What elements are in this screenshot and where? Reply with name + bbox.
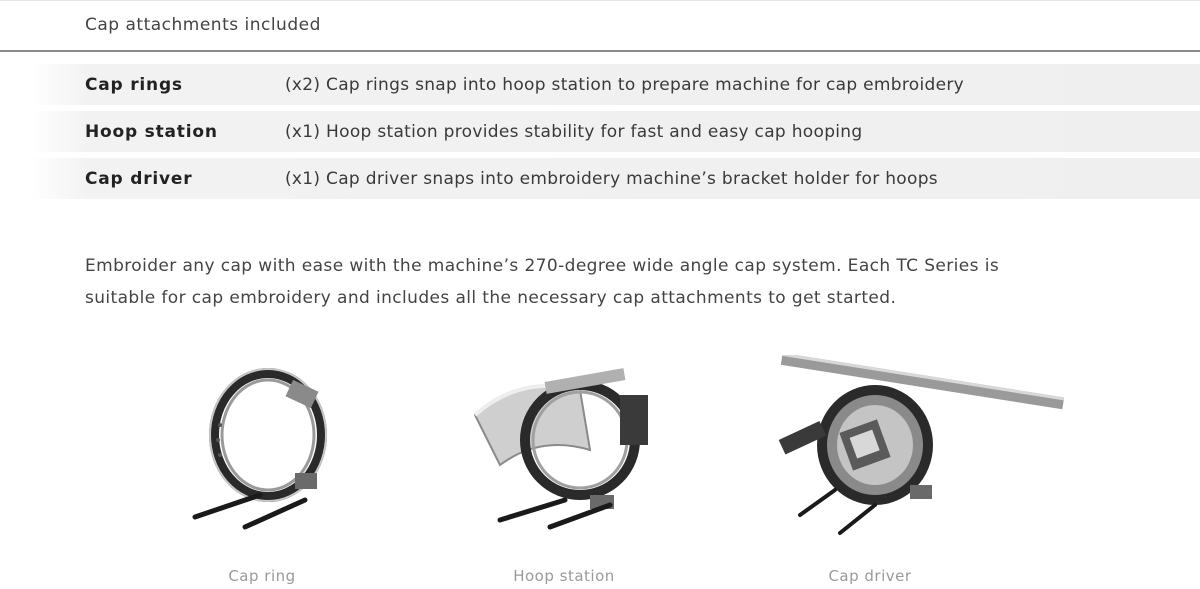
section-header <box>0 1 1200 52</box>
cap-ring-icon <box>180 355 350 535</box>
cap-ring-caption: Cap ring <box>228 567 296 585</box>
spec-description: (x1) Hoop station provides stability for fast and easy cap hooping <box>285 122 863 142</box>
spec-name: Cap rings <box>85 75 183 95</box>
spec-row-cap-driver <box>30 158 1200 199</box>
cap-driver-image <box>775 355 1070 540</box>
spec-row-hoop-station <box>30 111 1200 152</box>
cap-ring-image <box>180 355 350 535</box>
cap-driver-caption: Cap driver <box>828 567 912 585</box>
spec-description: (x2) Cap rings snap into hoop station to prepare machine for cap embroidery <box>285 75 965 95</box>
section-title: Cap attachments included <box>85 15 321 35</box>
spec-row-cap-rings <box>30 64 1200 105</box>
spec-name: Hoop station <box>85 122 218 142</box>
hoop-station-image <box>470 355 660 535</box>
hoop-station-caption: Hoop station <box>513 567 615 585</box>
intro-paragraph <box>85 250 1085 314</box>
hoop-station-icon <box>470 355 660 535</box>
spec-description: (x1) Cap driver snaps into embroidery machine’s bracket holder for hoops <box>285 169 938 189</box>
cap-driver-icon <box>775 355 1070 540</box>
intro-line-2: suitable for cap embroidery and includes all the necessary cap attachments to get started. <box>85 288 897 308</box>
spec-name: Cap driver <box>85 169 193 189</box>
intro-line-1: Embroider any cap with ease with the machine’s 270-degree wide angle cap system. Each TC Series is <box>85 256 1000 276</box>
spec-table <box>30 64 1200 205</box>
